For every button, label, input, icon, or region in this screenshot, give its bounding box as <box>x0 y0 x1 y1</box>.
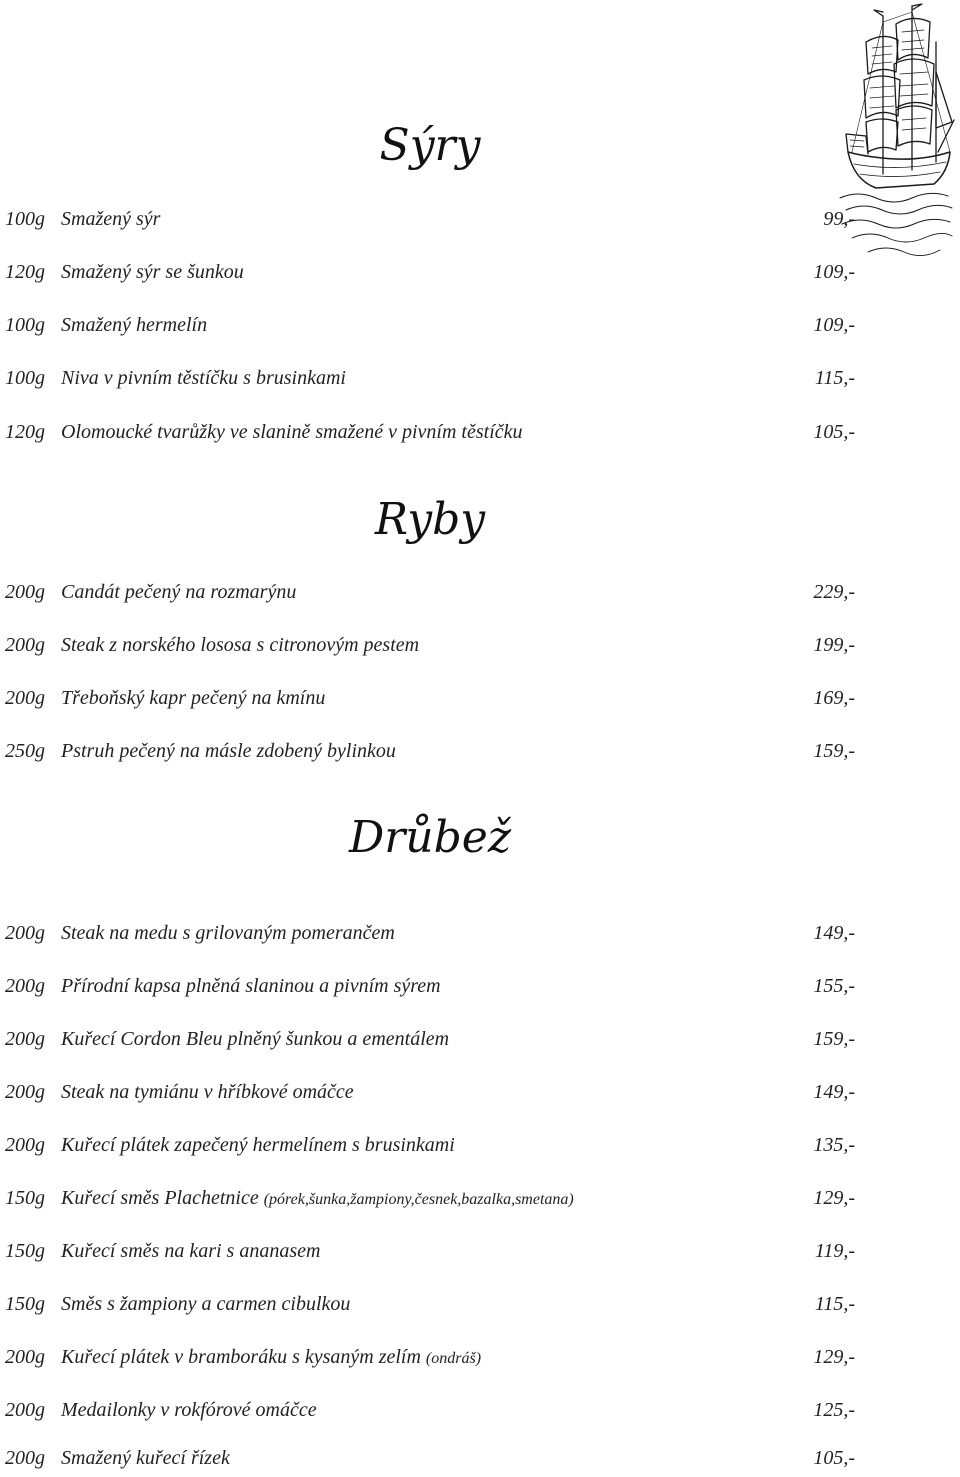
item-price: 159,- <box>813 1028 855 1050</box>
item-note: (pórek,šunka,žampiony,česnek,bazalka,smetana) <box>263 1191 574 1208</box>
item-price: 135,- <box>813 1134 855 1156</box>
item-name: Smažený kuřecí řízek <box>61 1447 230 1469</box>
item-price: 129,- <box>813 1346 855 1368</box>
item-name: Steak na medu s grilovaným pomerančem <box>61 922 395 944</box>
menu-item <box>5 1081 855 1111</box>
menu-item <box>5 1240 855 1270</box>
item-price: 129,- <box>813 1187 855 1209</box>
menu-item <box>5 367 855 397</box>
menu-item <box>5 261 855 291</box>
item-name <box>61 1346 481 1369</box>
item-weight: 120g <box>5 261 45 283</box>
item-name <box>61 1187 574 1210</box>
item-weight: 200g <box>5 687 45 709</box>
menu-item <box>5 421 855 451</box>
item-weight: 200g <box>5 1028 45 1050</box>
item-name: Pstruh pečený na másle zdobený bylinkou <box>61 740 396 762</box>
item-name-text: Kuřecí směs Plachetnice <box>61 1187 264 1209</box>
item-price: 159,- <box>813 740 855 762</box>
menu-item <box>5 740 855 770</box>
item-weight: 100g <box>5 314 45 336</box>
menu-item <box>5 1346 855 1376</box>
item-weight: 200g <box>5 1399 45 1421</box>
item-name: Medailonky v rokfórové omáčce <box>61 1399 317 1421</box>
item-weight: 150g <box>5 1293 45 1315</box>
menu-item <box>5 1134 855 1164</box>
item-weight: 200g <box>5 922 45 944</box>
item-price: 155,- <box>813 975 855 997</box>
item-price: 115,- <box>814 1293 855 1315</box>
item-price: 199,- <box>813 634 855 656</box>
menu-item <box>5 581 855 611</box>
menu-item <box>5 922 855 952</box>
item-weight: 200g <box>5 634 45 656</box>
item-weight: 150g <box>5 1187 45 1209</box>
menu-item <box>5 208 855 238</box>
menu-item <box>5 975 855 1005</box>
item-weight: 150g <box>5 1240 45 1262</box>
menu-item <box>5 1187 855 1217</box>
item-weight: 200g <box>5 581 45 603</box>
item-price: 169,- <box>813 687 855 709</box>
menu-item <box>5 687 855 717</box>
menu-item <box>5 1028 855 1058</box>
item-name: Třeboňský kapr pečený na kmínu <box>61 687 326 709</box>
item-name: Přírodní kapsa plněná slaninou a pivním sýrem <box>61 975 441 997</box>
item-price: 99,- <box>823 208 855 230</box>
item-name: Niva v pivním těstíčku s brusinkami <box>61 367 346 389</box>
menu-item <box>5 1447 855 1477</box>
item-price: 229,- <box>813 581 855 603</box>
item-weight: 200g <box>5 1134 45 1156</box>
item-name: Olomoucké tvarůžky ve slanině smažené v pivním těstíčku <box>61 421 523 443</box>
item-price: 115,- <box>814 367 855 389</box>
item-weight: 120g <box>5 421 45 443</box>
item-price: 149,- <box>813 1081 855 1103</box>
section-title-syry: Sýry <box>379 120 481 171</box>
item-weight: 100g <box>5 367 45 389</box>
item-price: 105,- <box>813 421 855 443</box>
item-weight: 200g <box>5 1346 45 1368</box>
item-weight: 200g <box>5 975 45 997</box>
item-name: Kuřecí směs na kari s ananasem <box>61 1240 321 1262</box>
item-name: Steak z norského lososa s citronovým pestem <box>61 634 420 656</box>
item-name: Kuřecí Cordon Bleu plněný šunkou a ementálem <box>61 1028 450 1050</box>
item-weight: 250g <box>5 740 45 762</box>
item-price: 109,- <box>813 314 855 336</box>
item-name: Smažený hermelín <box>61 314 208 336</box>
item-price: 109,- <box>813 261 855 283</box>
item-weight: 200g <box>5 1447 45 1469</box>
item-name: Smažený sýr <box>61 208 161 230</box>
item-name: Steak na tymiánu v hříbkové omáčce <box>61 1081 354 1103</box>
item-name: Candát pečený na rozmarýnu <box>61 581 297 603</box>
menu-item <box>5 1399 855 1429</box>
item-price: 125,- <box>813 1399 855 1421</box>
item-name: Smažený sýr se šunkou <box>61 261 244 283</box>
item-name-text: Kuřecí plátek v bramboráku s kysaným zelím <box>61 1346 426 1368</box>
item-price: 149,- <box>813 922 855 944</box>
section-title-drubez: Drůbež <box>348 812 512 863</box>
section-title-ryby: Ryby <box>374 494 486 545</box>
menu-item <box>5 314 855 344</box>
menu-item <box>5 1293 855 1323</box>
item-weight: 200g <box>5 1081 45 1103</box>
item-price: 119,- <box>814 1240 855 1262</box>
item-price: 105,- <box>813 1447 855 1469</box>
item-name: Směs s žampiony a carmen cibulkou <box>61 1293 351 1315</box>
item-weight: 100g <box>5 208 45 230</box>
item-note: (ondráš) <box>425 1350 482 1367</box>
menu-item <box>5 634 855 664</box>
item-name: Kuřecí plátek zapečený hermelínem s brusinkami <box>61 1134 455 1156</box>
